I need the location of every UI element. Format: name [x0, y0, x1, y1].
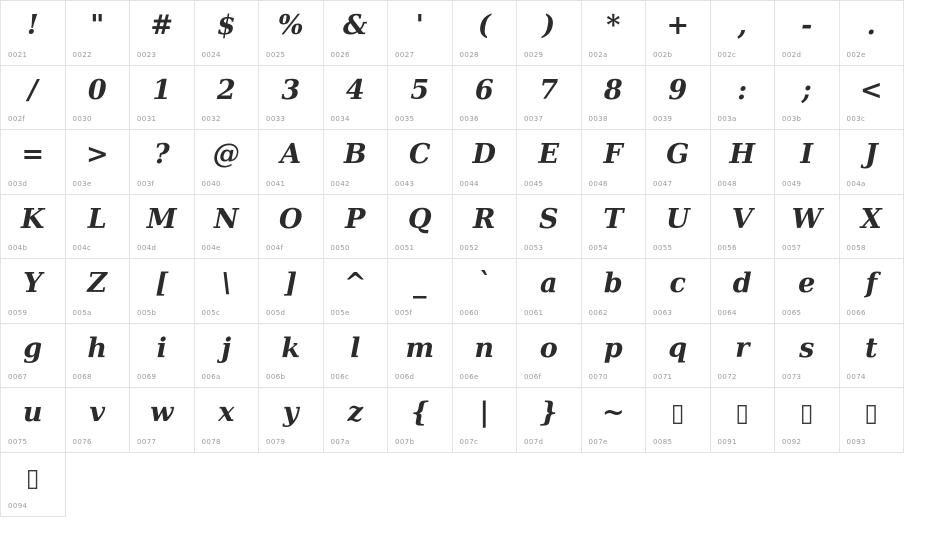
glyph-character: t: [865, 332, 878, 364]
glyph-cell[interactable]: [324, 66, 389, 131]
glyph-codepoint-label: 0061: [524, 308, 544, 317]
glyph-cell[interactable]: [66, 66, 131, 131]
glyph-cell[interactable]: [711, 1, 776, 66]
glyph-cell[interactable]: [711, 388, 776, 453]
glyph-codepoint-label: 0055: [653, 244, 673, 252]
glyph-codepoint-label: 0038: [588, 115, 608, 123]
glyph-codepoint-label: 0050: [330, 244, 350, 252]
glyph-codepoint-label: 007c: [459, 437, 479, 446]
glyph-cell[interactable]: [646, 324, 711, 389]
glyph-codepoint-label: 0040: [201, 179, 221, 188]
glyph-codepoint-label: 007e: [588, 437, 608, 446]
glyph-character: N: [213, 203, 239, 235]
glyph-cell[interactable]: [130, 259, 195, 324]
glyph-cell[interactable]: [840, 388, 905, 453]
glyph-cell[interactable]: [259, 66, 324, 131]
glyph-codepoint-label: 004d: [137, 244, 157, 252]
glyph-cell[interactable]: [453, 66, 518, 131]
glyph-codepoint-label: 003e: [72, 179, 92, 188]
glyph-codepoint-label: 0022: [72, 50, 92, 59]
glyph-cell[interactable]: [388, 259, 453, 324]
glyph-cell[interactable]: [582, 324, 647, 389]
glyph-character: ▯: [799, 398, 814, 427]
glyph-character: =: [21, 139, 45, 170]
glyph-cell[interactable]: [130, 66, 195, 131]
glyph-character: h: [87, 332, 108, 364]
glyph-cell[interactable]: [840, 66, 905, 131]
glyph-character: c: [669, 268, 686, 299]
glyph-codepoint-label: 005c: [201, 308, 221, 317]
glyph-character: D: [472, 139, 496, 170]
glyph-character: ': [415, 10, 424, 41]
glyph-cell[interactable]: [259, 324, 324, 389]
glyph-codepoint-label: 0049: [782, 179, 802, 188]
glyph-cell[interactable]: [130, 324, 195, 389]
glyph-character: 5: [410, 74, 430, 106]
glyph-character: !: [26, 10, 39, 41]
glyph-cell[interactable]: [517, 130, 582, 195]
glyph-character: &: [343, 10, 368, 41]
glyph-codepoint-label: 0052: [459, 244, 479, 252]
glyph-cell[interactable]: [388, 1, 453, 66]
glyph-cell[interactable]: [195, 1, 260, 66]
glyph-codepoint-label: 003b: [782, 115, 802, 123]
glyph-character: q: [668, 332, 688, 364]
glyph-cell[interactable]: [259, 130, 324, 195]
glyph-character: %: [277, 10, 304, 41]
glyph-codepoint-label: 0048: [717, 179, 737, 188]
glyph-character: r: [735, 332, 750, 364]
glyph-character: ,: [737, 10, 747, 41]
glyph-character: K: [21, 203, 45, 235]
glyph-cell[interactable]: [324, 259, 389, 324]
glyph-cell[interactable]: [646, 130, 711, 195]
glyph-cell[interactable]: [259, 259, 324, 324]
glyph-character: X: [860, 203, 882, 235]
glyph-codepoint-label: 0041: [266, 179, 286, 188]
glyph-character: \: [221, 268, 232, 299]
glyph-codepoint-label: 0033: [266, 115, 286, 123]
glyph-codepoint-label: 0063: [653, 308, 673, 317]
glyph-codepoint-label: 003a: [717, 115, 737, 123]
glyph-codepoint-label: 0065: [782, 308, 802, 317]
glyph-codepoint-label: 0091: [717, 437, 737, 446]
glyph-codepoint-label: 0070: [588, 373, 608, 381]
glyph-cell[interactable]: [1, 388, 66, 453]
glyph-character: :: [737, 74, 748, 106]
glyph-codepoint-label: 006d: [395, 373, 415, 381]
glyph-codepoint-label: 005f: [395, 308, 413, 317]
glyph-cell[interactable]: [646, 1, 711, 66]
glyph-codepoint-label: 0056: [717, 244, 737, 252]
glyph-codepoint-label: 0024: [201, 50, 221, 59]
glyph-cell[interactable]: [517, 1, 582, 66]
glyph-character: i: [156, 332, 167, 364]
glyph-codepoint-label: 0053: [524, 244, 544, 252]
glyph-codepoint-label: 0060: [459, 308, 479, 317]
glyph-codepoint-label: 0034: [330, 115, 350, 123]
glyph-cell[interactable]: [259, 388, 324, 453]
glyph-codepoint-label: 004f: [266, 244, 284, 252]
glyph-codepoint-label: 0030: [72, 115, 92, 123]
glyph-cell[interactable]: [66, 259, 131, 324]
glyph-cell[interactable]: [259, 1, 324, 66]
glyph-character: T: [603, 203, 624, 235]
glyph-character: 4: [345, 74, 365, 106]
glyph-cell[interactable]: [130, 195, 195, 260]
glyph-cell[interactable]: [130, 1, 195, 66]
glyph-codepoint-label: 007b: [395, 437, 415, 446]
glyph-character: ▯: [25, 462, 40, 492]
glyph-cell[interactable]: [388, 195, 453, 260]
glyph-cell[interactable]: [840, 324, 905, 389]
glyph-character: $: [216, 10, 236, 41]
glyph-character: j: [221, 332, 232, 364]
glyph-character: I: [800, 139, 814, 170]
glyph-character: A: [280, 139, 302, 170]
glyph-codepoint-label: 0085: [653, 437, 673, 446]
glyph-cell[interactable]: [711, 130, 776, 195]
glyph-cell[interactable]: [66, 1, 131, 66]
glyph-character: R: [473, 203, 496, 235]
glyph-character: O: [278, 203, 303, 235]
glyph-cell[interactable]: [324, 324, 389, 389]
glyph-codepoint-label: 0094: [8, 502, 28, 510]
glyph-cell[interactable]: [646, 259, 711, 324]
glyph-character: m: [405, 332, 435, 364]
glyph-character: Y: [23, 268, 43, 299]
glyph-character: 8: [603, 74, 623, 106]
glyph-cell[interactable]: [582, 130, 647, 195]
glyph-cell[interactable]: [1, 259, 66, 324]
glyph-codepoint-label: 0054: [588, 244, 608, 252]
glyph-character: E: [538, 139, 560, 170]
glyph-cell[interactable]: [775, 324, 840, 389]
glyph-cell[interactable]: [453, 259, 518, 324]
glyph-codepoint-label: 0036: [459, 115, 479, 123]
glyph-character: n: [474, 332, 495, 364]
glyph-character: y: [282, 397, 299, 428]
glyph-codepoint-label: 0058: [846, 244, 866, 252]
glyph-codepoint-label: 0092: [782, 437, 802, 446]
glyph-cell[interactable]: [517, 195, 582, 260]
glyph-character: W: [791, 203, 822, 235]
glyph-character: 3: [281, 74, 301, 106]
glyph-cell[interactable]: [388, 130, 453, 195]
glyph-codepoint-label: 0093: [846, 437, 866, 446]
glyph-character: ~: [601, 397, 625, 428]
glyph-cell[interactable]: [582, 66, 647, 131]
glyph-character: 6: [474, 74, 494, 106]
glyph-cell[interactable]: [646, 195, 711, 260]
glyph-codepoint-label: 006b: [266, 373, 286, 381]
glyph-codepoint-label: 0031: [137, 115, 157, 123]
glyph-character: s: [799, 332, 815, 364]
glyph-cell[interactable]: [582, 195, 647, 260]
glyph-codepoint-label: 0073: [782, 373, 802, 381]
glyph-cell[interactable]: [324, 1, 389, 66]
glyph-cell[interactable]: [388, 324, 453, 389]
glyph-codepoint-label: 0042: [330, 179, 350, 188]
glyph-codepoint-label: 0026: [330, 50, 350, 59]
glyph-cell[interactable]: [388, 388, 453, 453]
glyph-character: #: [150, 10, 174, 41]
glyph-cell[interactable]: [840, 130, 905, 195]
glyph-cell[interactable]: [517, 259, 582, 324]
glyph-character: L: [87, 203, 107, 235]
glyph-character: P: [345, 203, 366, 235]
glyph-character: e: [798, 268, 816, 299]
glyph-codepoint-label: 0023: [137, 50, 157, 59]
glyph-codepoint-label: 006f: [524, 373, 542, 381]
glyph-character: ▯: [735, 398, 750, 427]
glyph-codepoint-label: 005d: [266, 308, 286, 317]
glyph-character: Q: [407, 203, 432, 235]
glyph-codepoint-label: 004c: [72, 244, 92, 252]
glyph-cell[interactable]: [1, 195, 66, 260]
glyph-character: M: [146, 203, 177, 235]
glyph-codepoint-label: 005b: [137, 308, 157, 317]
glyph-character: G: [666, 139, 690, 170]
glyph-character: ^: [343, 268, 367, 299]
glyph-codepoint-label: 002e: [846, 50, 866, 59]
glyph-character: x: [218, 397, 235, 428]
glyph-cell[interactable]: [453, 130, 518, 195]
glyph-character: 0: [87, 74, 107, 106]
glyph-cell[interactable]: [324, 130, 389, 195]
glyph-cell[interactable]: [324, 388, 389, 453]
glyph-cell[interactable]: [646, 66, 711, 131]
glyph-character: (: [477, 10, 491, 41]
glyph-character: <: [859, 74, 883, 106]
glyph-cell[interactable]: [453, 195, 518, 260]
glyph-codepoint-label: 002a: [588, 50, 608, 59]
glyph-cell[interactable]: [517, 388, 582, 453]
glyph-codepoint-label: 0045: [524, 179, 544, 188]
glyph-character: |: [479, 397, 490, 428]
glyph-cell[interactable]: [66, 388, 131, 453]
glyph-cell[interactable]: [711, 259, 776, 324]
glyph-character: g: [23, 332, 43, 364]
glyph-cell[interactable]: [711, 195, 776, 260]
glyph-codepoint-label: 003c: [846, 115, 866, 123]
glyph-character: -: [801, 10, 813, 41]
glyph-cell[interactable]: [646, 388, 711, 453]
glyph-codepoint-label: 0069: [137, 373, 157, 381]
glyph-codepoint-label: 0057: [782, 244, 802, 252]
glyph-character: +: [666, 10, 690, 41]
glyph-character: _: [413, 268, 427, 299]
glyph-codepoint-label: 007a: [330, 437, 350, 446]
glyph-character: U: [665, 203, 690, 235]
glyph-cell[interactable]: [66, 195, 131, 260]
glyph-codepoint-label: 0051: [395, 244, 415, 252]
glyph-codepoint-label: 0039: [653, 115, 673, 123]
glyph-codepoint-label: 0072: [717, 373, 737, 381]
glyph-character: b: [603, 268, 623, 299]
glyph-cell[interactable]: [1, 130, 66, 195]
glyph-codepoint-label: 0027: [395, 50, 415, 59]
glyph-cell[interactable]: [1, 453, 66, 518]
glyph-character: ▯: [670, 398, 685, 427]
glyph-codepoint-label: 0064: [717, 308, 737, 317]
glyph-cell[interactable]: [453, 324, 518, 389]
glyph-codepoint-label: 0025: [266, 50, 286, 59]
glyph-cell[interactable]: [582, 259, 647, 324]
glyph-codepoint-label: 006c: [330, 373, 350, 381]
glyph-character: *: [606, 10, 621, 41]
glyph-character: l: [350, 332, 361, 364]
glyph-codepoint-label: 005e: [330, 308, 350, 317]
glyph-character: [: [155, 268, 169, 299]
glyph-cell[interactable]: [775, 259, 840, 324]
glyph-cell[interactable]: [195, 388, 260, 453]
glyph-character: ]: [284, 268, 298, 299]
glyph-cell[interactable]: [195, 130, 260, 195]
glyph-character: ): [542, 10, 556, 41]
glyph-codepoint-label: 0068: [72, 373, 92, 381]
glyph-character: 1: [152, 74, 172, 106]
glyph-codepoint-label: 0066: [846, 308, 866, 317]
glyph-cell[interactable]: [840, 259, 905, 324]
glyph-character: B: [343, 139, 367, 170]
glyph-codepoint-label: 0062: [588, 308, 608, 317]
glyph-cell[interactable]: [775, 130, 840, 195]
glyph-character: ": [90, 10, 105, 41]
glyph-character: C: [409, 139, 431, 170]
glyph-character: 2: [216, 74, 236, 106]
glyph-character: 9: [668, 74, 688, 106]
glyph-character: ;: [801, 74, 812, 106]
glyph-character: f: [865, 268, 878, 299]
glyph-codepoint-label: 0079: [266, 437, 286, 446]
glyph-character: V: [731, 203, 753, 235]
glyph-codepoint-label: 0035: [395, 115, 415, 123]
glyph-codepoint-label: 0029: [524, 50, 544, 59]
glyph-codepoint-label: 0028: [459, 50, 479, 59]
glyph-cell[interactable]: [453, 388, 518, 453]
glyph-cell[interactable]: [711, 66, 776, 131]
glyph-character: J: [864, 139, 878, 170]
glyph-cell[interactable]: [711, 324, 776, 389]
glyph-codepoint-label: 004a: [846, 179, 866, 188]
glyph-cell[interactable]: [517, 324, 582, 389]
glyph-codepoint-label: 0043: [395, 179, 415, 188]
glyph-codepoint-label: 0046: [588, 179, 608, 188]
glyph-cell[interactable]: [66, 324, 131, 389]
glyph-character: u: [22, 397, 43, 428]
glyph-codepoint-label: 0037: [524, 115, 544, 123]
glyph-codepoint-label: 004b: [8, 244, 28, 252]
glyph-character: 7: [539, 74, 559, 106]
glyph-codepoint-label: 0044: [459, 179, 479, 188]
glyph-character: {: [411, 397, 429, 428]
glyph-codepoint-label: 006a: [201, 373, 221, 381]
glyph-cell[interactable]: [840, 1, 905, 66]
glyph-codepoint-label: 0059: [8, 308, 28, 317]
glyph-character: >: [85, 139, 109, 170]
glyph-character: w: [150, 397, 174, 428]
glyph-codepoint-label: 002f: [8, 115, 26, 123]
glyph-character: /: [27, 74, 38, 106]
glyph-cell[interactable]: [840, 195, 905, 260]
glyph-cell[interactable]: [775, 66, 840, 131]
glyph-cell[interactable]: [259, 195, 324, 260]
glyph-character: `: [477, 268, 491, 299]
glyph-cell[interactable]: [195, 66, 260, 131]
glyph-character: z: [347, 397, 363, 428]
glyph-codepoint-label: 002c: [717, 50, 737, 59]
glyph-codepoint-label: 0074: [846, 373, 866, 381]
glyph-codepoint-label: 002d: [782, 50, 802, 59]
glyph-cell[interactable]: [66, 130, 131, 195]
glyph-character: ?: [153, 139, 170, 170]
glyph-character: o: [539, 332, 558, 364]
glyph-character: S: [539, 203, 559, 235]
glyph-codepoint-label: 004e: [201, 244, 221, 252]
glyph-cell[interactable]: [582, 1, 647, 66]
glyph-character: F: [603, 139, 623, 170]
glyph-cell[interactable]: [517, 66, 582, 131]
glyph-cell[interactable]: [195, 324, 260, 389]
glyph-codepoint-label: 003f: [137, 179, 155, 188]
glyph-character: .: [866, 10, 876, 41]
glyph-codepoint-label: 0076: [72, 437, 92, 446]
glyph-cell[interactable]: [1, 1, 66, 66]
glyph-cell[interactable]: [324, 195, 389, 260]
glyph-codepoint-label: 007d: [524, 437, 544, 446]
glyph-character: a: [540, 268, 558, 299]
glyph-cell[interactable]: [1, 324, 66, 389]
glyph-codepoint-label: 006e: [459, 373, 479, 381]
glyph-codepoint-label: 003d: [8, 179, 28, 188]
glyph-cell[interactable]: [130, 130, 195, 195]
glyph-cell[interactable]: [775, 195, 840, 260]
glyph-character: k: [281, 332, 301, 364]
glyph-character: }: [540, 397, 558, 428]
glyph-codepoint-label: 0032: [201, 115, 221, 123]
glyph-cell[interactable]: [775, 1, 840, 66]
glyph-codepoint-label: 0071: [653, 373, 673, 381]
glyph-cell[interactable]: [195, 195, 260, 260]
glyph-character: v: [89, 397, 106, 428]
glyph-codepoint-label: 0021: [8, 50, 28, 59]
glyph-codepoint-label: 005a: [72, 308, 92, 317]
glyph-cell[interactable]: [1, 66, 66, 131]
glyph-character: @: [212, 139, 240, 170]
glyph-cell[interactable]: [775, 388, 840, 453]
glyph-character: Z: [87, 268, 108, 299]
glyph-character: p: [603, 332, 623, 364]
glyph-codepoint-label: 0077: [137, 437, 157, 446]
glyph-cell[interactable]: [195, 259, 260, 324]
glyph-codepoint-label: 0047: [653, 179, 673, 188]
glyph-character: d: [732, 268, 752, 299]
glyph-codepoint-label: 0075: [8, 437, 28, 446]
glyph-codepoint-label: 0067: [8, 373, 28, 381]
glyph-cell[interactable]: [582, 388, 647, 453]
glyph-codepoint-label: 002b: [653, 50, 673, 59]
glyph-character: ▯: [864, 398, 879, 427]
glyph-codepoint-label: 0078: [201, 437, 221, 446]
glyph-cell[interactable]: [453, 1, 518, 66]
glyph-character: H: [729, 139, 755, 170]
glyph-cell[interactable]: [130, 388, 195, 453]
glyph-cell[interactable]: [388, 66, 453, 131]
